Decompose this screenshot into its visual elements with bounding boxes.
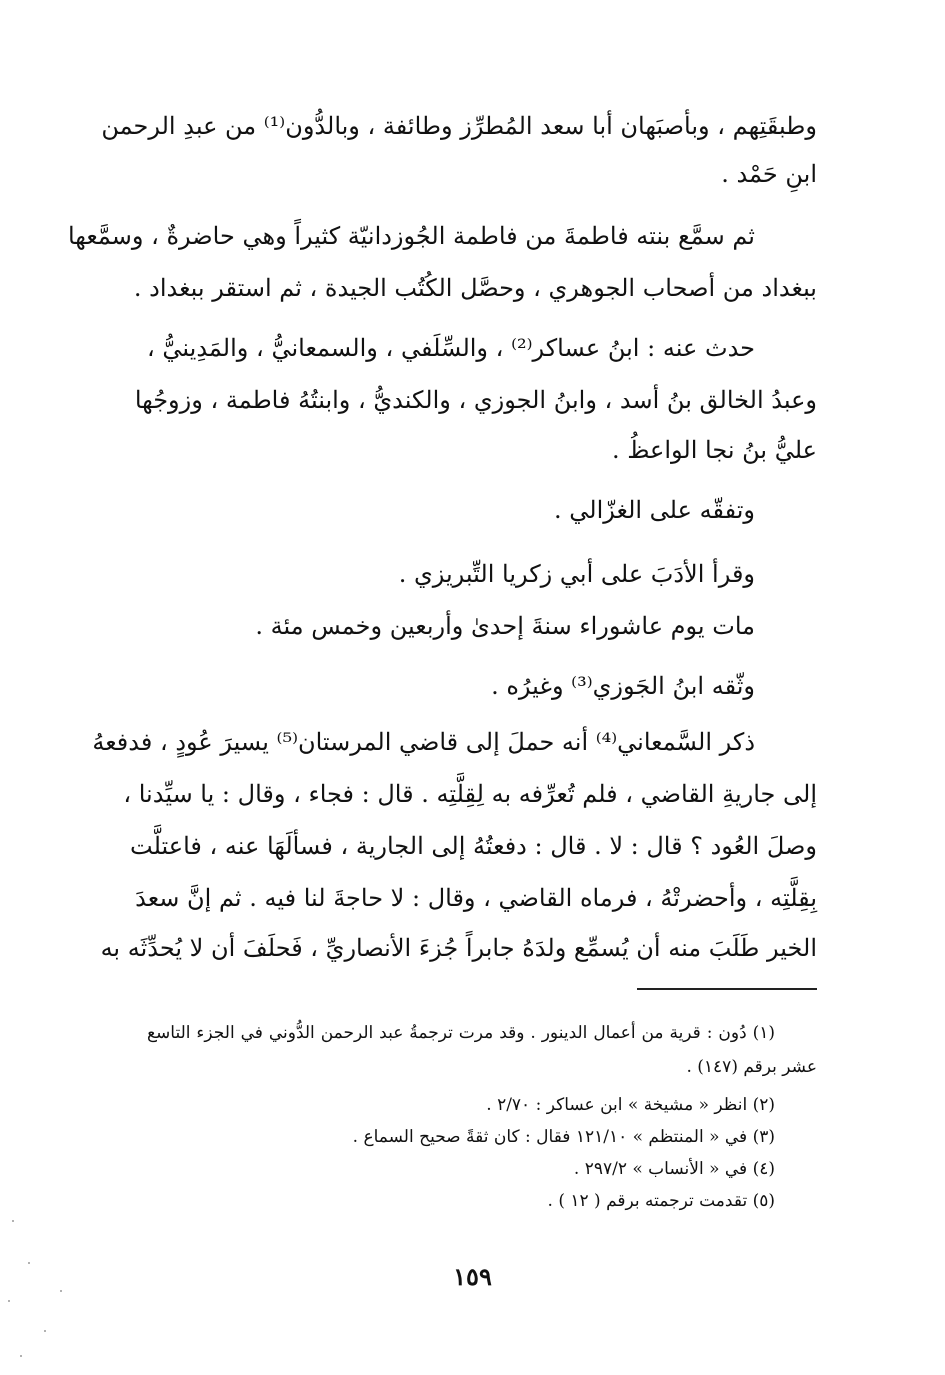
body-line-1: وطبقَتِهم ، وبأصبَهان أبا سعد المُطرِّز وطائفة ، وبالدُّون⁽¹⁾ من عبدِ الرحمن bbox=[101, 112, 817, 140]
body-line-13: إلى جاريةِ القاضي ، فلم تُعرِّفه به لِقِلَّتِه . قال : فجاء ، وقال : يا سيِّدنا ، bbox=[123, 780, 817, 808]
scan-speck bbox=[28, 1262, 30, 1264]
body-line-4: ببغداد من أصحاب الجوهري ، وحصَّل الكُتُب الجيدة ، ثم استقر ببغداد . bbox=[133, 274, 817, 302]
body-line-11: وثّقه ابنُ الجَوزي⁽³⁾ وغيرُه . bbox=[491, 672, 755, 700]
page-number: ١٥٩ bbox=[453, 1262, 492, 1291]
body-line-9: وقرأ الأدَبَ على أبي زكريا التِّبريزي . bbox=[398, 560, 755, 588]
scan-speck bbox=[44, 1330, 46, 1332]
scan-speck bbox=[8, 1300, 10, 1302]
body-line-2: ابنِ حَمْد . bbox=[721, 160, 817, 188]
footnote-separator bbox=[637, 988, 817, 990]
body-line-12: ذكر السَّمعاني⁽⁴⁾ أنه حملَ إلى قاضي المرستان⁽⁵⁾ يسيرَ عُودٍ ، فدفعهُ bbox=[92, 728, 755, 756]
footnote-3: (٣) في « المنتظم » ١٢١/١٠ فقال : كان ثقةً صحيح السماع . bbox=[352, 1127, 775, 1147]
footnote-2: (٢) انظر « مشيخة » ابن عساكر : ٢/٧٠ . bbox=[486, 1095, 775, 1115]
body-line-7: عليُّ بنُ نجا الواعظُ . bbox=[612, 436, 817, 464]
footnote-4: (٤) في « الأنساب » ٢٩٧/٢ . bbox=[573, 1159, 775, 1179]
scan-speck bbox=[60, 1290, 62, 1292]
footnote-5: (٥) تقدمت ترجمته برقم ( ١٢ ) . bbox=[547, 1191, 775, 1211]
body-line-14: وصلَ العُود ؟ قال : لا . قال : دفعتُهُ إلى الجارية ، فسألَهَا عنه ، فاعتلَّت bbox=[130, 832, 817, 860]
footnote-1-cont: عشر برقم (١٤٧) . bbox=[686, 1057, 817, 1077]
footnote-1: (١) دُون : قرية من أعمال الدينور . وقد مرت ترجمةُ عبد الرحمن الدُّوني في الجزء التاسع bbox=[147, 1023, 775, 1043]
scan-speck bbox=[12, 1220, 14, 1222]
body-line-3: ثم سمَّع بنته فاطمةَ من فاطمة الجُوزدانيّة كثيراً وهي حاضرةٌ ، وسمَّعها bbox=[67, 222, 755, 250]
body-line-8: وتفقّه على الغزّالي . bbox=[554, 496, 755, 524]
body-line-16: الخير طَلَبَ منه أن يُسمِّع ولدَهُ جابراً جُزءَ الأنصاريِّ ، فَحلَفَ أن لا يُحدِّثَه به bbox=[100, 934, 817, 962]
body-line-5: حدث عنه : ابنُ عساكر⁽²⁾ ، والسِّلَفي ، والسمعانيُّ ، والمَدِينيُّ ، bbox=[147, 334, 755, 362]
body-line-15: بِقِلَّتِه ، وأحضرتْهُ ، فرماه القاضي ، وقال : لا حاجةَ لنا فيه . ثم إنَّ سعدَ bbox=[135, 884, 817, 912]
scan-speck bbox=[20, 1355, 22, 1357]
body-line-6: وعبدُ الخالق بنُ أسد ، وابنُ الجوزي ، والكنديُّ ، وابنتُهُ فاطمة ، وزوجُها bbox=[134, 386, 817, 414]
body-line-10: مات يوم عاشوراء سنةَ إحدىٰ وأربعين وخمس مئة . bbox=[255, 612, 755, 640]
